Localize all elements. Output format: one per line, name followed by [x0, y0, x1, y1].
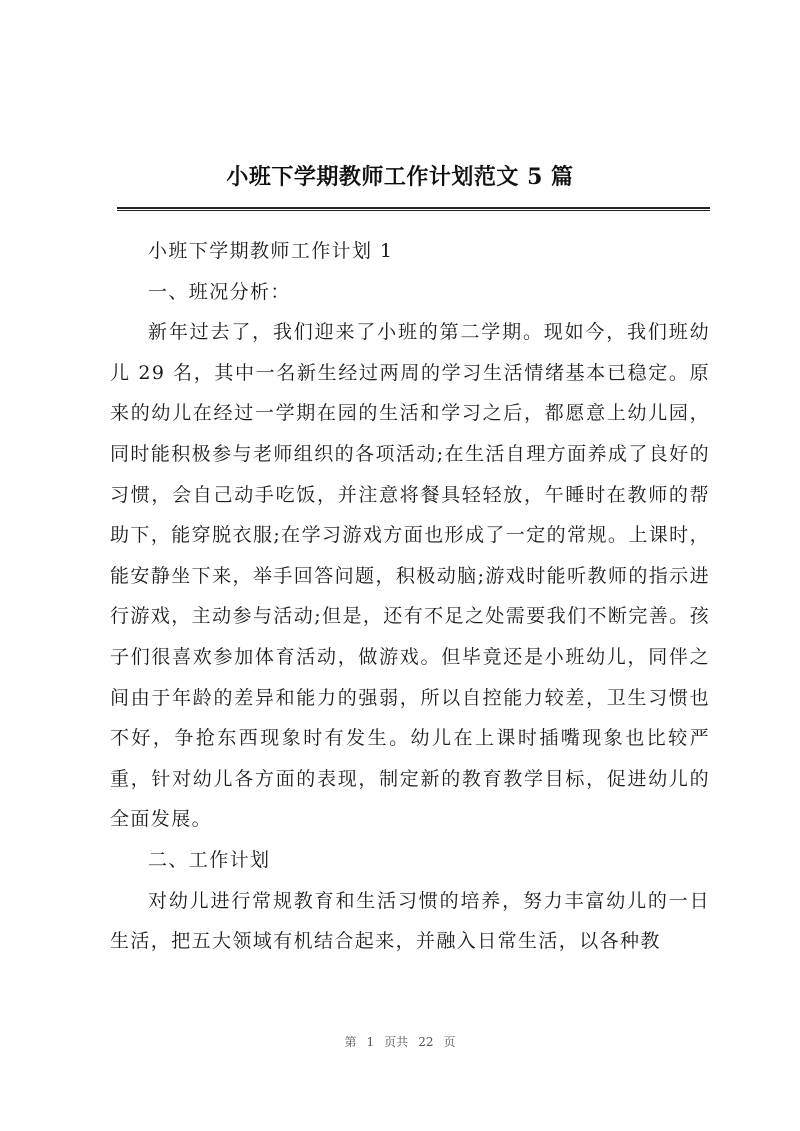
- title-divider: [117, 207, 710, 211]
- footer-suffix: 页: [443, 1035, 456, 1049]
- paragraph-work-plan: 对幼儿进行常规教育和生活习惯的培养，努力丰富幼儿的一日生活，把五大领域有机结合起来，并融入日常生活，以各种教: [110, 889, 710, 953]
- page-footer: [0, 1033, 800, 1050]
- document-body: [110, 231, 710, 962]
- section-heading-class-analysis: 一、班况分析：: [148, 280, 291, 303]
- footer-page-number: 1: [366, 1035, 375, 1049]
- section-heading-work-plan: 二、工作计划: [148, 848, 271, 871]
- paragraph-class-analysis: 新年过去了，我们迎来了小班的第二学期。现如今，我们班幼儿 29 名，其中一名新生经过两周的学习生活情绪基本已稳定。原来的幼儿在经过一学期在园的生活和学习之后，都愿意上幼儿园，同时能积极参与老师组织的各项活动;在生活自理方面养成了良好的习惯，会自己动手吃饭，并注意将餐具轻轻放，午睡时在教师的帮助下，能穿脱衣服;在学习游戏方面也形成了一定的常规。上课时，能安静坐下来，举手回答问题，积极动脑;游戏时能听教师的指示进行游戏，主动参与活动;但是，还有不足之处需要我们不断完善。孩子们很喜欢参加体育活动，做游戏。但毕竟还是小班幼儿，同伴之间由于年龄的差异和能力的强弱，所以自控能力较差，卫生习惯也不好，争抢东西现象时有发生。幼儿在上课时插嘴现象也比较严重，针对幼儿各方面的表现，制定新的教育教学目标，促进幼儿的全面发展。: [110, 321, 710, 831]
- section-heading-plan-1: 小班下学期教师工作计划 1: [148, 240, 394, 262]
- document-title: 小班下学期教师工作计划范文 5 篇: [226, 164, 574, 190]
- footer-mid: 页共: [384, 1035, 409, 1049]
- footer-total-pages: 22: [418, 1035, 434, 1049]
- footer-prefix: 第: [344, 1035, 357, 1049]
